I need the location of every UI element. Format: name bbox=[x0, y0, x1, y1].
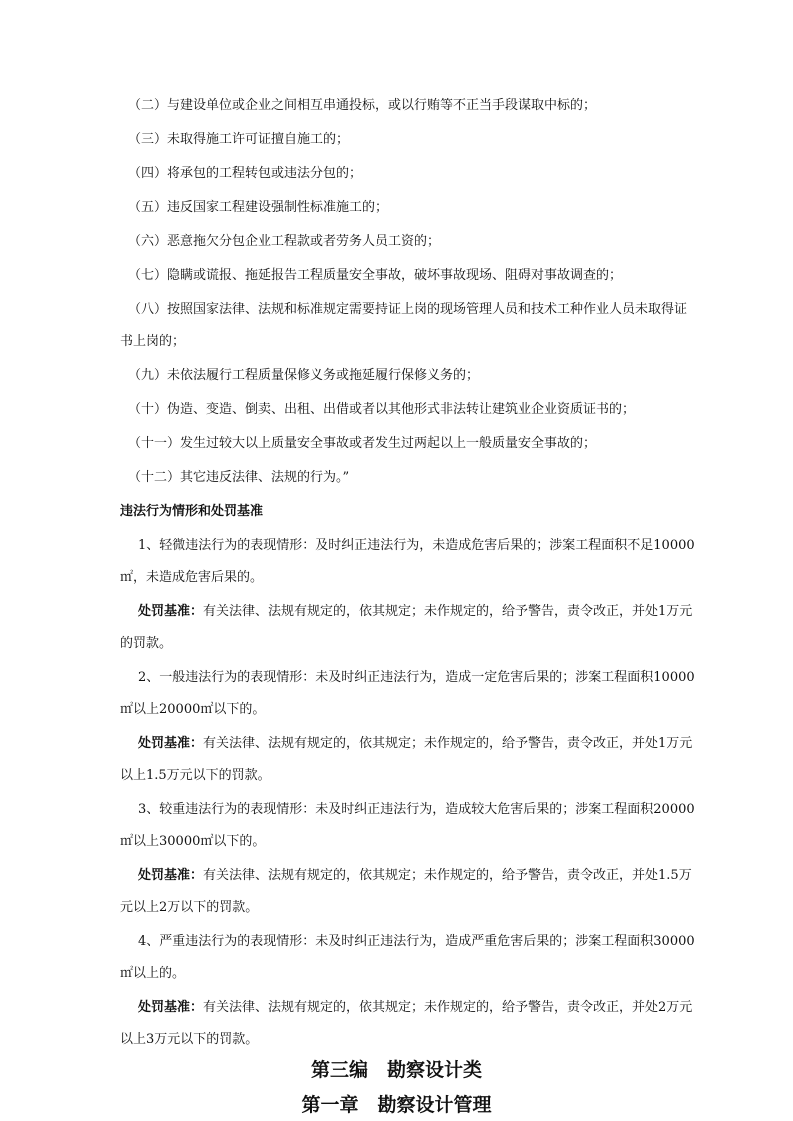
case-description: 2、一般违法行为的表现情形：未及时纠正违法行为，造成一定危害后果的；涉案工程面积10000 bbox=[138, 670, 695, 685]
list-item: （四）将承包的工程转包或违法分包的； bbox=[128, 166, 363, 181]
penalty-text: 有关法律、法规有规定的，依其规定；未作规定的，给予警告，责令改正，并处1.5万 bbox=[203, 868, 692, 883]
chapter-title: 第一章 勘察设计管理 bbox=[301, 1094, 492, 1116]
penalty-continuation: 的罚款。 bbox=[120, 636, 173, 651]
penalty-line bbox=[138, 735, 692, 753]
penalty-text: 有关法律、法规有规定的，依其规定；未作规定的，给予警告，责令改正，并处1万元 bbox=[203, 736, 693, 751]
penalty-line bbox=[138, 999, 692, 1017]
list-item-continuation: 书上岗的； bbox=[120, 334, 186, 349]
part-title: 第三编 勘察设计类 bbox=[310, 1059, 482, 1081]
list-item: （二）与建设单位或企业之间相互串通投标，或以行贿等不正当手段谋取中标的； bbox=[128, 98, 597, 113]
section-heading: 违法行为情形和处罚基准 bbox=[120, 504, 264, 519]
penalty-label: 处罚基准： bbox=[138, 736, 204, 751]
case-description-continuation: ㎡以上的。 bbox=[120, 966, 186, 981]
case-description-continuation: ㎡以上30000㎡以下的。 bbox=[120, 834, 266, 849]
list-item: （七）隐瞒或谎报、拖延报告工程质量安全事故，破坏事故现场、阻碍对事故调查的； bbox=[128, 268, 623, 283]
list-item: （六）恶意拖欠分包企业工程款或者劳务人员工资的； bbox=[128, 234, 441, 249]
list-item: （九）未依法履行工程质量保修义务或拖延履行保修义务的； bbox=[128, 368, 480, 383]
penalty-line bbox=[138, 867, 692, 885]
case-description: 3、较重违法行为的表现情形：未及时纠正违法行为，造成较大危害后果的；涉案工程面积20000 bbox=[138, 802, 695, 817]
case-description: 4、严重违法行为的表现情形：未及时纠正违法行为，造成严重危害后果的；涉案工程面积30000 bbox=[138, 934, 695, 949]
list-item: （五）违反国家工程建设强制性标准施工的； bbox=[128, 200, 389, 215]
case-description: 1、轻微违法行为的表现情形：及时纠正违法行为，未造成危害后果的；涉案工程面积不足10000 bbox=[138, 538, 695, 553]
list-item: （八）按照国家法律、法规和标准规定需要持证上岗的现场管理人员和技术工种作业人员未取得证 bbox=[128, 302, 688, 317]
penalty-label: 处罚基准： bbox=[138, 868, 204, 883]
penalty-label: 处罚基准： bbox=[138, 1000, 204, 1015]
penalty-text: 有关法律、法规有规定的，依其规定；未作规定的，给予警告，责令改正，并处1万元 bbox=[203, 604, 693, 619]
penalty-text: 有关法律、法规有规定的，依其规定；未作规定的，给予警告，责令改正，并处2万元 bbox=[203, 1000, 693, 1015]
list-item: （十）伪造、变造、倒卖、出租、出借或者以其他形式非法转让建筑业企业资质证书的； bbox=[128, 402, 636, 417]
case-description-continuation: ㎡以上20000㎡以下的。 bbox=[120, 702, 266, 717]
case-description-continuation: ㎡，未造成危害后果的。 bbox=[120, 570, 264, 585]
list-item: （三）未取得施工许可证擅自施工的； bbox=[128, 132, 350, 147]
penalty-continuation: 以上1.5万元以下的罚款。 bbox=[120, 768, 271, 783]
penalty-continuation: 以上3万元以下的罚款。 bbox=[120, 1032, 259, 1047]
penalty-label: 处罚基准： bbox=[138, 604, 204, 619]
list-item: （十二）其它违反法律、法规的行为。” bbox=[128, 470, 350, 485]
penalty-continuation: 元以上2万以下的罚款。 bbox=[120, 900, 259, 915]
list-item: （十一）发生过较大以上质量安全事故或者发生过两起以上一般质量安全事故的； bbox=[128, 436, 597, 451]
penalty-line bbox=[138, 603, 692, 621]
